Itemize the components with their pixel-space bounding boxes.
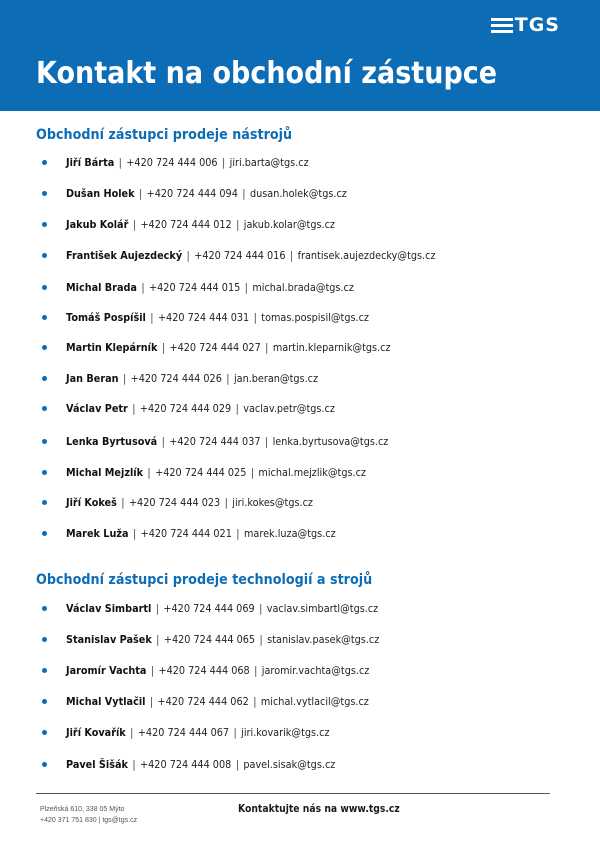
contact-name: František Aujezdecký	[66, 248, 183, 262]
separator: |	[161, 340, 166, 354]
separator: |	[250, 465, 255, 479]
contact-text	[66, 218, 335, 231]
contact-text	[66, 281, 354, 294]
contact-name: Michal Mejzlík	[66, 465, 144, 479]
contact-email[interactable]: jiri.barta@tgs.cz	[229, 155, 309, 169]
logo-stripes-icon	[491, 18, 513, 33]
separator: |	[130, 725, 134, 739]
contact-name: Tomáš Pospíšil	[66, 310, 146, 324]
section-heading-tools: Obchodní zástupci prodeje nástrojů	[36, 127, 293, 143]
separator: |	[244, 280, 248, 294]
separator: |	[226, 371, 230, 385]
contact-text	[66, 466, 366, 479]
separator: |	[147, 465, 151, 479]
contact-phone[interactable]: +420 724 444 025	[155, 465, 247, 479]
separator: |	[132, 217, 137, 231]
contact-text	[66, 602, 378, 615]
contact-phone[interactable]: +420 724 444 012	[140, 217, 232, 231]
contact-email[interactable]: jiri.kokes@tgs.cz	[232, 495, 313, 509]
separator: |	[254, 663, 258, 677]
contact-name: Jan Beran	[66, 371, 119, 385]
separator: |	[253, 694, 257, 708]
contact-phone[interactable]: +420 724 444 008	[140, 757, 232, 771]
bullet-icon	[42, 668, 47, 673]
contact-email[interactable]: vaclav.simbartl@tgs.cz	[266, 601, 379, 615]
separator: |	[138, 186, 143, 200]
separator: |	[236, 217, 240, 231]
contact-name: Jaromír Vachta	[66, 663, 147, 677]
separator: |	[242, 186, 246, 200]
contact-name: Martin Klepárník	[66, 340, 158, 354]
contact-phone[interactable]: +420 724 444 016	[194, 248, 286, 262]
separator: |	[161, 434, 165, 448]
contact-phone[interactable]: +420 724 444 068	[158, 663, 250, 677]
page-title: Kontakt na obchodní zástupce	[36, 56, 498, 91]
separator: |	[235, 757, 239, 771]
section-heading-machines: Obchodní zástupci prodeje technologií a strojů	[36, 572, 373, 588]
contact-email[interactable]: jakub.kolar@tgs.cz	[243, 217, 335, 231]
separator: |	[265, 340, 269, 354]
separator: |	[186, 248, 190, 262]
contact-email[interactable]: lenka.byrtusova@tgs.cz	[272, 434, 389, 448]
contact-text	[66, 156, 309, 169]
contact-item	[42, 723, 365, 741]
contact-phone[interactable]: +420 724 444 021	[140, 526, 232, 540]
contact-phone[interactable]: +420 724 444 067	[137, 725, 230, 739]
contact-item	[42, 755, 372, 773]
contact-text	[66, 402, 335, 415]
separator: |	[224, 495, 228, 509]
contact-item	[42, 278, 393, 296]
bullet-icon	[42, 285, 47, 290]
contact-email[interactable]: pavel.sisak@tgs.cz	[243, 757, 336, 771]
contact-email[interactable]: marek.luza@tgs.cz	[243, 526, 336, 540]
contact-phone[interactable]: +420 724 444 027	[169, 340, 261, 354]
contact-email[interactable]: stanislav.pasek@tgs.cz	[267, 632, 380, 646]
separator: |	[118, 155, 122, 169]
bullet-icon	[42, 315, 47, 320]
contact-item	[42, 246, 486, 264]
contact-item	[42, 184, 385, 202]
separator: |	[289, 248, 294, 262]
separator: |	[259, 632, 263, 646]
contact-text	[66, 496, 313, 509]
contact-phone[interactable]: +420 724 444 015	[149, 280, 241, 294]
separator: |	[121, 495, 125, 509]
separator: |	[150, 663, 155, 677]
contact-email[interactable]: michal.mejzlik@tgs.cz	[258, 465, 366, 479]
contact-text	[66, 758, 335, 771]
contact-email[interactable]: jan.beran@tgs.cz	[233, 371, 319, 385]
contact-item	[42, 308, 410, 326]
contact-phone[interactable]: +420 724 444 065	[163, 632, 256, 646]
separator: |	[155, 601, 160, 615]
contact-email[interactable]: dusan.holek@tgs.cz	[249, 186, 347, 200]
contact-email[interactable]: jiri.kovarik@tgs.cz	[241, 725, 330, 739]
contact-item	[42, 599, 421, 617]
footer-website-link[interactable]: Kontaktujte nás na www.tgs.cz	[238, 803, 400, 815]
contact-email[interactable]: martin.kleparnik@tgs.cz	[272, 340, 391, 354]
bullet-icon	[42, 762, 47, 767]
contact-item	[42, 338, 435, 356]
bullet-icon	[42, 730, 47, 735]
contact-name: Václav Petr	[66, 401, 128, 415]
separator: |	[149, 694, 154, 708]
separator: |	[132, 757, 136, 771]
bullet-icon	[42, 191, 47, 196]
contact-text	[66, 633, 379, 646]
contact-email[interactable]: vaclav.petr@tgs.cz	[243, 401, 335, 415]
contact-email[interactable]: michal.vytlacil@tgs.cz	[260, 694, 369, 708]
contact-item	[42, 661, 411, 679]
contact-item	[42, 215, 372, 233]
footer-address-line: Plzeňská 610, 338 05 Mýto	[40, 806, 125, 813]
contact-email[interactable]: tomas.pospisil@tgs.cz	[261, 310, 369, 324]
contact-email[interactable]: jaromir.vachta@tgs.cz	[261, 663, 370, 677]
contact-phone[interactable]: +420 724 444 062	[157, 694, 249, 708]
page-header	[0, 0, 600, 111]
contact-text	[66, 527, 336, 540]
contact-text	[66, 249, 436, 262]
contact-text	[66, 372, 318, 385]
separator: |	[233, 725, 237, 739]
contact-name: Jiří Bárta	[66, 155, 115, 169]
contact-phone[interactable]: +420 724 444 006	[126, 155, 218, 169]
contact-name: Jakub Kolář	[66, 217, 129, 231]
footer-divider	[36, 793, 550, 794]
contact-item	[42, 463, 407, 481]
bullet-icon	[42, 699, 47, 704]
bullet-icon	[42, 470, 47, 475]
contact-item	[42, 493, 347, 511]
contact-phone[interactable]: +420 724 444 094	[146, 186, 238, 200]
separator: |	[132, 401, 136, 415]
contact-item	[42, 432, 432, 450]
contact-text	[66, 187, 347, 200]
contact-name: Pavel Šišák	[66, 757, 128, 771]
separator: |	[235, 401, 239, 415]
footer-address	[40, 804, 137, 826]
contact-phone[interactable]: +420 724 444 029	[139, 401, 232, 415]
contact-item	[42, 630, 422, 648]
contact-item	[42, 692, 410, 710]
contact-name: Jiří Kokeš	[66, 495, 117, 509]
separator: |	[141, 280, 145, 294]
contact-phone[interactable]: +420 724 444 023	[128, 495, 221, 509]
contact-name: Dušan Holek	[66, 186, 135, 200]
separator: |	[132, 526, 137, 540]
contact-phone[interactable]: +420 724 444 069	[163, 601, 255, 615]
logo-text: TGS	[514, 14, 560, 36]
bullet-icon	[42, 345, 47, 350]
bullet-icon	[42, 637, 47, 642]
bullet-icon	[42, 406, 47, 411]
contact-item	[42, 524, 372, 542]
separator: |	[259, 601, 263, 615]
contact-text	[66, 664, 369, 677]
contact-text	[66, 726, 330, 739]
bullet-icon	[42, 160, 47, 165]
contact-item	[42, 399, 372, 417]
bullet-icon	[42, 376, 47, 381]
separator: |	[156, 632, 160, 646]
contact-phone[interactable]: +420 724 444 037	[169, 434, 261, 448]
contact-email[interactable]: michal.brada@tgs.cz	[252, 280, 354, 294]
separator: |	[253, 310, 257, 324]
tgs-logo	[491, 15, 560, 35]
contact-name: Stanislav Pašek	[66, 632, 152, 646]
contact-name: Jiří Kovařík	[66, 725, 126, 739]
contact-text	[66, 341, 391, 354]
separator: |	[122, 371, 127, 385]
separator: |	[236, 526, 240, 540]
contact-text	[66, 435, 388, 448]
bullet-icon	[42, 253, 47, 258]
separator: |	[264, 434, 269, 448]
contact-item	[42, 369, 352, 387]
separator: |	[150, 310, 154, 324]
bullet-icon	[42, 531, 47, 536]
contact-item	[42, 153, 342, 171]
footer-contact-line: +420 371 751 830 | tgs@tgs.cz	[40, 817, 138, 824]
contact-name: Marek Luža	[66, 526, 129, 540]
contact-name: Lenka Byrtusová	[66, 434, 158, 448]
contact-name: Michal Brada	[66, 280, 137, 294]
bullet-icon	[42, 222, 47, 227]
contact-email[interactable]: frantisek.aujezdecky@tgs.cz	[297, 248, 436, 262]
bullet-icon	[42, 500, 47, 505]
contact-text	[66, 695, 369, 708]
contact-phone[interactable]: +420 724 444 026	[130, 371, 222, 385]
contact-name: Václav Simbartl	[66, 601, 152, 615]
separator: |	[221, 155, 226, 169]
bullet-icon	[42, 606, 47, 611]
bullet-icon	[42, 439, 47, 444]
contact-phone[interactable]: +420 724 444 031	[157, 310, 250, 324]
contact-text	[66, 311, 369, 324]
contact-name: Michal Vytlačil	[66, 694, 146, 708]
